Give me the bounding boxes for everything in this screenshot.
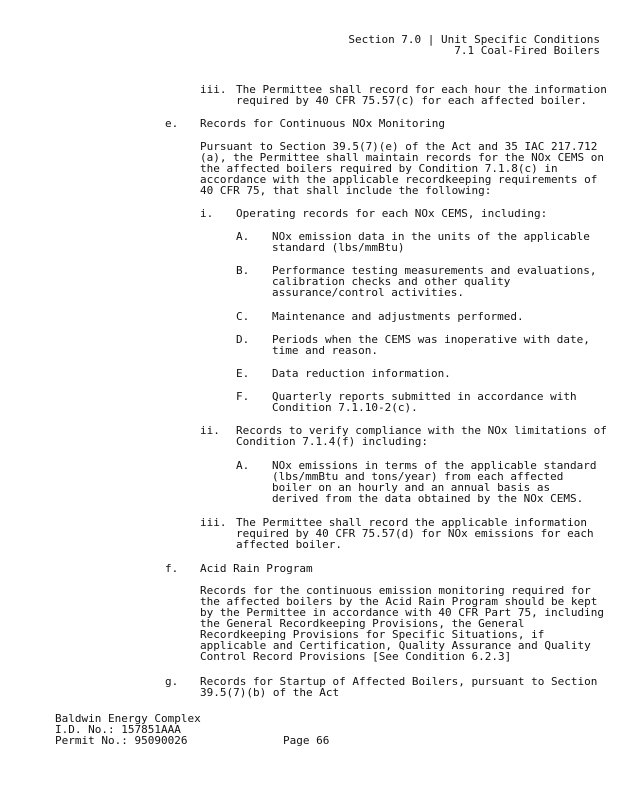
paragraph-line: Periods when the CEMS was inoperative with date, [272,333,590,346]
item-title: Records for Continuous NOx Monitoring [200,117,446,130]
paragraph-line: assurance/control activities. [272,286,465,299]
subsection-heading: 7.1 Coal-Fired Boilers [454,44,600,57]
paragraph-line: standard (lbs/mmBtu) [272,241,405,254]
paragraph-line: time and reason. [272,344,378,357]
paragraph-line: Performance testing measurements and evaluations, [272,264,597,277]
item-number: ii. [200,424,220,437]
item-number: iii. [200,83,227,96]
item-letter: g. [165,675,179,688]
item-letter: A. [236,230,250,243]
item-letter: B. [236,264,250,277]
paragraph-line: the affected boilers required by Condition 7.1.8(c) in [200,162,558,175]
paragraph-line: Data reduction information. [272,367,451,380]
page-number: Page 66 [283,734,330,747]
paragraph-line: 40 CFR 75, that shall include the following: [200,184,492,197]
paragraph-line: calibration checks and other quality [272,275,511,288]
paragraph-line: the General Recordkeeping Provisions, the General [200,617,525,630]
paragraph-line: by the Permittee in accordance with 40 CFR Part 75, including [200,606,604,619]
item-letter: e. [165,117,179,130]
paragraph-line: Control Record Provisions [See Condition 6.2.3] [200,650,512,663]
item-letter: A. [236,459,250,472]
paragraph-line: applicable and Certification, Quality Assurance and Quality [200,639,591,652]
paragraph-line: Maintenance and adjustments performed. [272,310,524,323]
paragraph-line: Quarterly reports submitted in accordance with [272,390,577,403]
paragraph-line: 39.5(7)(b) of the Act [200,686,340,699]
paragraph-line: Condition 7.1.10-2(c). [272,401,418,414]
item-number: i. [200,207,214,220]
item-number: iii. [200,516,227,529]
paragraph-line: Recordkeeping Provisions for Specific Situations, if [200,628,545,641]
paragraph-line: Records for Startup of Affected Boilers, pursuant to Section [200,675,598,688]
paragraph-line: required by 40 CFR 75.57(d) for NOx emissions for each [236,527,594,540]
facility-name: Baldwin Energy Complex [55,712,201,725]
section-heading: Section 7.0 | Unit Specific Conditions [348,33,600,46]
paragraph-line: Records to verify compliance with the NOx limitations of [236,424,607,437]
paragraph-line: boiler on an hourly and an annual basis as [272,481,551,494]
paragraph-line: NOx emissions in terms of the applicable standard [272,459,597,472]
item-letter: f. [165,562,179,575]
paragraph-line: derived from the data obtained by the NOx CEMS. [272,492,584,505]
item-title: Acid Rain Program [200,562,313,575]
permit-number: Permit No.: 95090026 [55,734,188,747]
paragraph-line: the affected boilers by the Acid Rain Program should be kept [200,595,598,608]
facility-id: I.D. No.: 157851AAA [55,723,181,736]
paragraph-line: The Permittee shall record for each hour the information [236,83,607,96]
paragraph-line: Records for the continuous emission monitoring required for [200,584,591,597]
item-letter: F. [236,390,250,403]
item-letter: E. [236,367,250,380]
item-letter: C. [236,310,250,323]
paragraph-line: affected boiler. [236,538,342,551]
paragraph-line: Operating records for each NOx CEMS, including: [236,207,548,220]
item-letter: D. [236,333,250,346]
paragraph-line: Condition 7.1.4(f) including: [236,435,429,448]
paragraph-line: (a), the Permittee shall maintain records for the NOx CEMS on [200,151,604,164]
paragraph-line: The Permittee shall record the applicable information [236,516,587,529]
paragraph-line: NOx emission data in the units of the applicable [272,230,590,243]
paragraph-line: Pursuant to Section 39.5(7)(e) of the Act and 35 IAC 217.712 [200,140,598,153]
paragraph-line: required by 40 CFR 75.57(c) for each affected boiler. [236,94,587,107]
paragraph-line: (lbs/mmBtu and tons/year) from each affected [272,470,564,483]
paragraph-line: accordance with the applicable recordkeeping requirements of [200,173,598,186]
